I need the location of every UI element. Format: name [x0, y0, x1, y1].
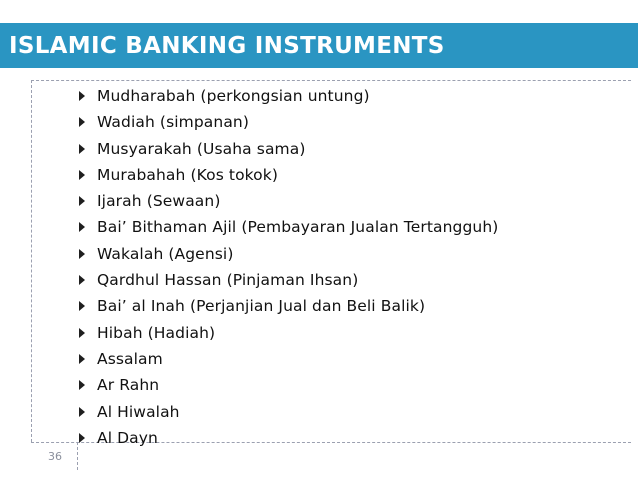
list-item-label: Al Dayn	[97, 428, 158, 447]
right-triangle-icon	[79, 196, 85, 206]
right-triangle-icon	[79, 354, 85, 364]
list-item	[78, 84, 498, 110]
right-triangle-icon	[79, 407, 85, 417]
right-triangle-icon	[79, 328, 85, 338]
list-item	[78, 163, 498, 189]
list-item	[78, 321, 498, 347]
right-triangle-icon	[79, 91, 85, 101]
right-triangle-icon	[79, 433, 85, 443]
list-item-label: Al Hiwalah	[97, 402, 180, 421]
list-item-label: Musyarakah (Usaha sama)	[97, 139, 306, 158]
slide-title: ISLAMIC BANKING INSTRUMENTS	[9, 33, 445, 59]
right-triangle-icon	[79, 170, 85, 180]
right-triangle-icon	[79, 222, 85, 232]
right-triangle-icon	[79, 275, 85, 285]
list-item	[78, 347, 498, 373]
list-item	[78, 373, 498, 399]
list-item-label: Hibah (Hadiah)	[97, 323, 216, 342]
list-item	[78, 215, 498, 241]
right-triangle-icon	[79, 249, 85, 259]
list-item-label: Murabahah (Kos tokok)	[97, 165, 278, 184]
list-item-label: Bai’ al Inah (Perjanjian Jual dan Beli Balik)	[97, 297, 426, 316]
list-item	[78, 400, 498, 426]
list-item-label: Bai’ Bithaman Ajil (Pembayaran Jualan Tertangguh)	[97, 218, 499, 237]
left-divider	[31, 80, 32, 442]
page-number: 36	[48, 450, 62, 463]
top-divider	[31, 80, 631, 81]
list-item	[78, 189, 498, 215]
right-triangle-icon	[79, 144, 85, 154]
right-triangle-icon	[79, 117, 85, 127]
list-item-label: Mudharabah (perkongsian untung)	[97, 87, 370, 105]
list-item-label: Assalam	[97, 349, 163, 368]
list-item-label: Wadiah (simpanan)	[97, 113, 249, 132]
list-item-label: Ar Rahn	[97, 376, 160, 395]
list-item	[78, 242, 498, 268]
instrument-list	[78, 84, 498, 452]
list-item	[78, 110, 498, 136]
list-item-label: Ijarah (Sewaan)	[97, 192, 221, 211]
right-triangle-icon	[79, 301, 85, 311]
list-item	[78, 137, 498, 163]
list-item	[78, 268, 498, 294]
right-triangle-icon	[79, 380, 85, 390]
list-item	[78, 426, 498, 452]
list-item	[78, 294, 498, 320]
list-item-label: Qardhul Hassan (Pinjaman Ihsan)	[97, 271, 359, 290]
list-item-label: Wakalah (Agensi)	[97, 244, 234, 263]
